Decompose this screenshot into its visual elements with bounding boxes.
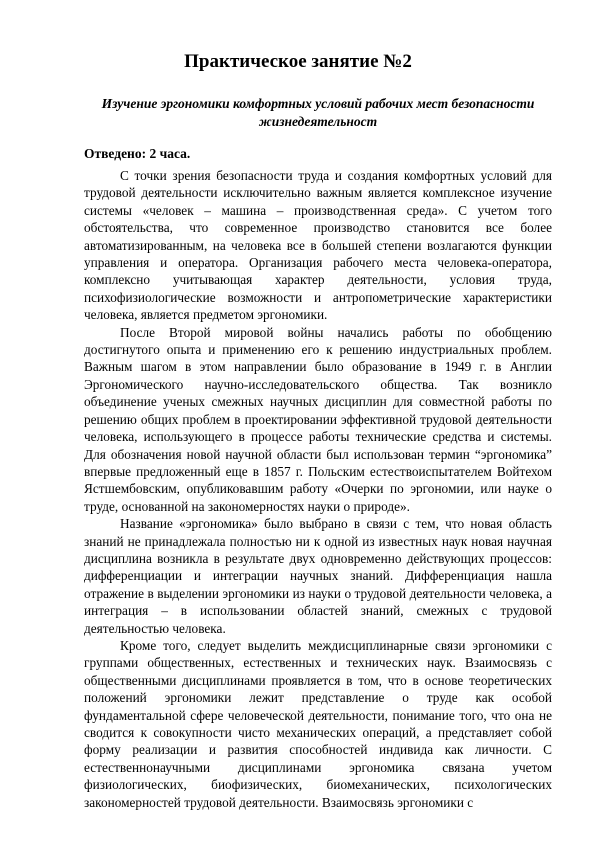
paragraph: Название «эргономика» было выбрано в связи с тем, что новая область знаний не принадлежала полностью ни к одной из известных наук новая научная дисциплина возникла в результате двух одновременно действующих процессов: дифференциации и интеграции научных знаний. Дифференциация нашла отражение в выделении эргономики из науки о трудовой деятельности человека, а интеграция – в использовании областей знаний, смежных с трудовой деятельностью человека. [84,516,552,636]
paragraph: Кроме того, следует выделить междисциплинарные связи эргономики с группами общественных, естественных и технических наук. Взаимосвязь с общественными дисциплинами проявляется в том, что в основе теоретических положений эргономики лежит представление о труде как особой фундаментальной сфере человеческой деятельности, понимание того, что она не сводится к совокупности чисто механических операций, а представляет собой форму реализации и развития способностей индивида как личности. С естественнонаучными дисциплинами эргономика связана учетом физиологических, биофизических, биомеханических, психологических закономерностей трудовой деятельности. Взаимосвязь эргономики с [84,637,552,810]
page-subtitle: Изучение эргономики комфортных условий рабочих мест безопасности жизнедеятельност [101,96,535,129]
allotted-time: Отведено: 2 часа. [84,146,191,161]
paragraph: С точки зрения безопасности труда и создания комфортных условий для трудовой деятельности исключительно важным является комплексное изучение системы «человек – машина – производственная среда». С учетом того обстоятельства, что современное производство становится все более автоматизированным, на человека все в большей степени возлагаются функции управления и оператора. Организация рабочего места человека-оператора, комплексно учитывающая характер деятельности, условия труда, психофизиологические возможности и антропометрические характеристики человека, является предметом эргономики. [84,168,552,323]
body-text [84,167,552,811]
paragraph: После Второй мировой войны начались работы по обобщению достигнутого опыта и применению его к решению индустриальных проблем. Важным шагом в этом направлении было образование в 1949 г. в Англии Эргономического научно-исследовательского общества. Так возникло объединение ученых смежных научных дисциплин для совместной работы по решению общих проблем в проектировании эффективной трудовой деятельности человека, использующего в процессе работы технические средства и системы. Для обозначения новой научной области был использован термин “эргономика” впервые предложенный еще в 1857 г. Польским естествоиспытателем Войтехом Ястшембовским, опубликовавшим работу «Очерки по эргономии, или науке о труде, основанной на закономерностях науки о природе». [84,324,552,514]
page-title: Практическое занятие №2 [184,51,412,72]
